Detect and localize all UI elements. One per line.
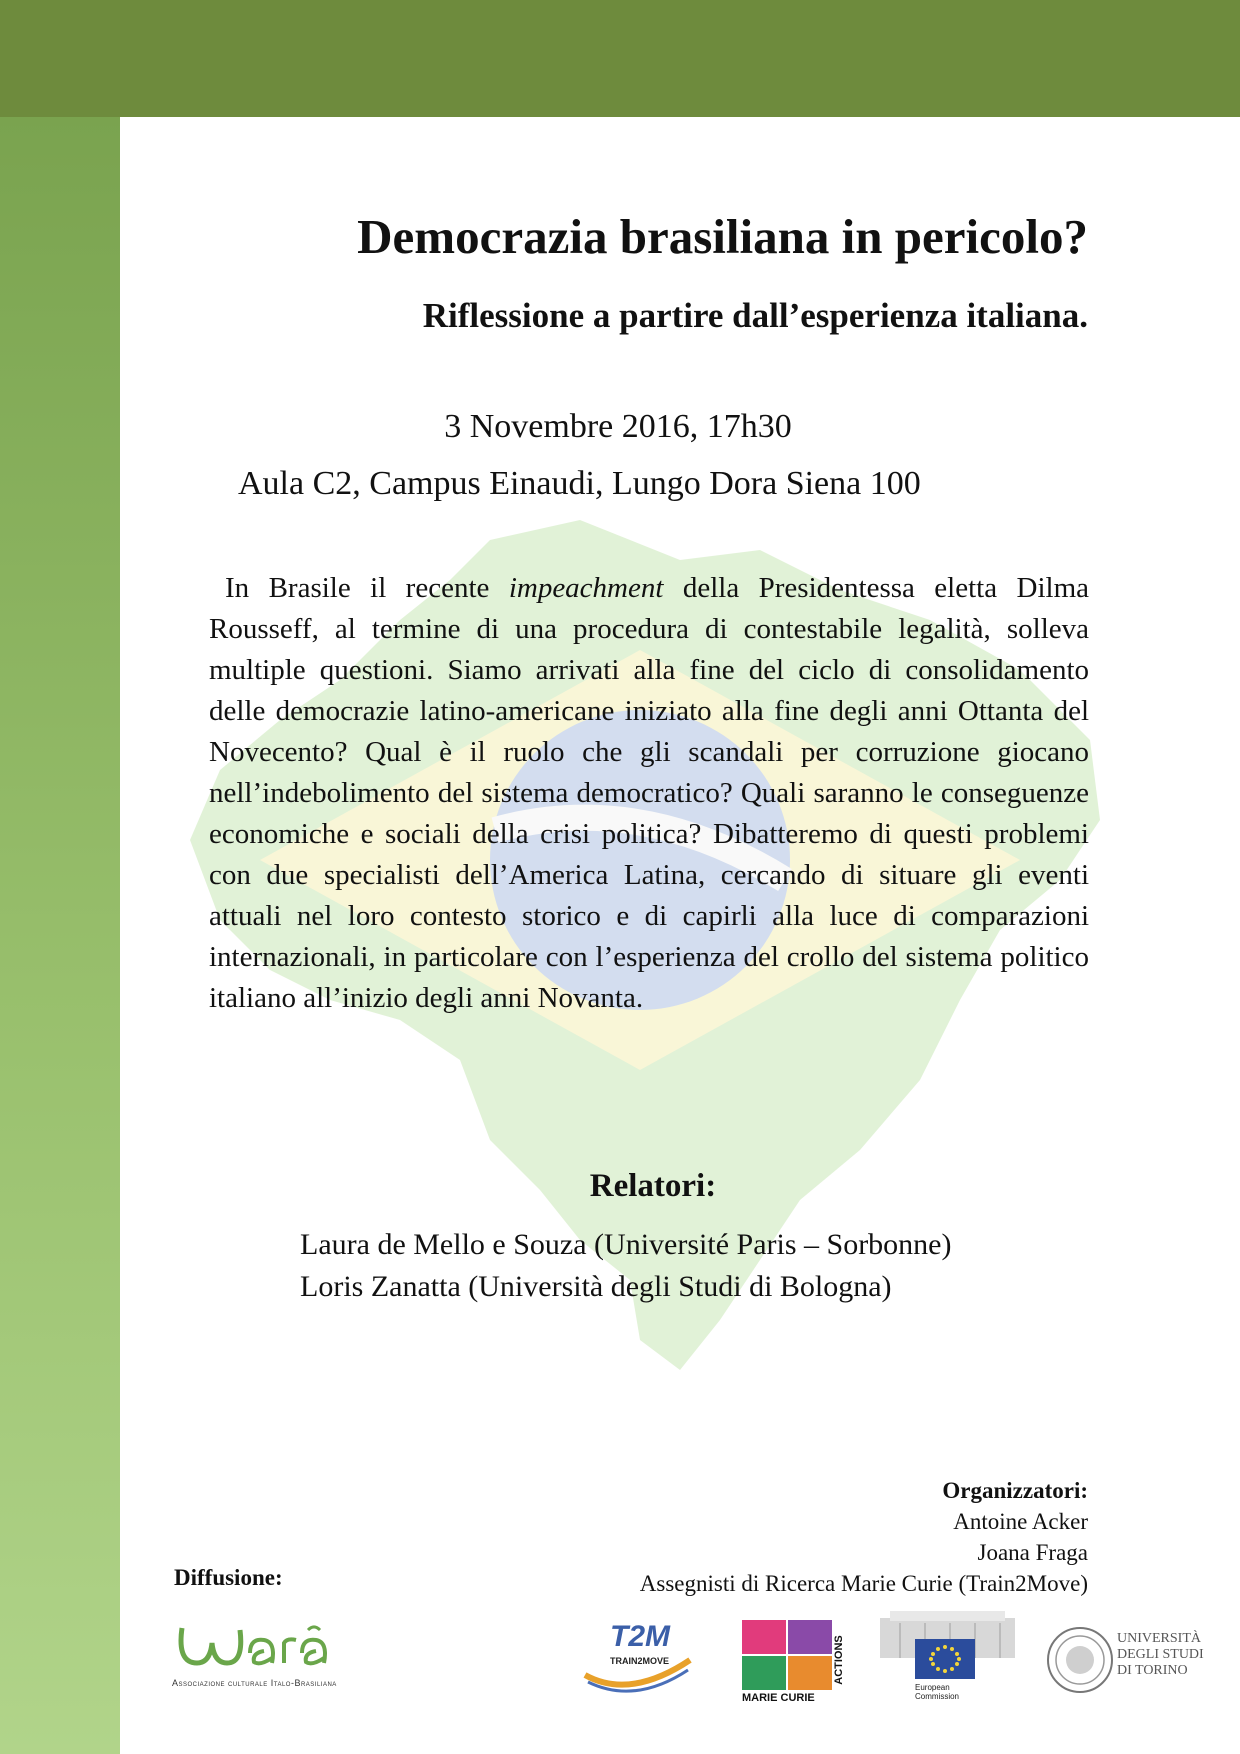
wara-logo xyxy=(172,1618,337,1690)
wara-logo-subtitle: Associazione culturale Italo-Brasiliana xyxy=(172,1678,337,1688)
organizer-1: Antoine Acker xyxy=(953,1509,1088,1534)
unito-text-line-3: DI TORINO xyxy=(1117,1663,1188,1678)
left-color-band xyxy=(0,117,120,1754)
organizer-2: Joana Fraga xyxy=(977,1540,1088,1565)
eu-flag xyxy=(915,1639,975,1679)
mc-tile-4 xyxy=(788,1656,832,1690)
event-date: 3 Novembre 2016, 17h30 xyxy=(444,408,792,445)
wara-logo-mark xyxy=(172,1618,332,1673)
unito-seal-icon xyxy=(1045,1625,1115,1695)
unito-logo xyxy=(1045,1625,1220,1695)
mc-tile-2 xyxy=(788,1620,832,1654)
diffusion-heading: Diffusione: xyxy=(174,1565,283,1590)
marie-curie-logo xyxy=(742,1620,862,1704)
unito-text-line-2: DEGLI STUDI xyxy=(1117,1647,1204,1662)
organizer-3: Assegnisti di Ricerca Marie Curie (Train2Move) xyxy=(639,1571,1088,1596)
page-subtitle: Riflessione a partire dall’esperienza italiana. xyxy=(422,296,1088,335)
organizers-heading: Organizzatori: xyxy=(942,1478,1088,1503)
description-part-1: In Brasile il recente xyxy=(225,572,490,604)
marie-curie-text: MARIE CURIE xyxy=(742,1692,815,1704)
description-paragraph xyxy=(209,568,1089,1019)
speaker-2: Loris Zanatta (Università degli Studi di Bologna) xyxy=(300,1270,892,1303)
top-color-band xyxy=(0,0,1240,117)
event-venue: Aula C2, Campus Einaudi, Lungo Dora Siena 100 xyxy=(238,465,921,502)
description-italic-term: impeachment xyxy=(508,572,664,604)
eu-stars-icon xyxy=(915,1639,975,1679)
ec-text xyxy=(915,1683,959,1701)
european-commission-logo xyxy=(880,1603,1015,1703)
actions-text: ACTIONS xyxy=(832,1635,845,1685)
unito-text xyxy=(1117,1631,1204,1679)
speakers-heading: Relatori: xyxy=(589,1168,717,1204)
mc-tile-1 xyxy=(742,1620,786,1654)
t2m-text: T2M xyxy=(610,1620,670,1653)
unito-text-line-1: UNIVERSITÀ xyxy=(1117,1631,1201,1646)
ec-text-line-1: European xyxy=(915,1683,950,1692)
speaker-1: Laura de Mello e Souza (Université Paris – Sorbonne) xyxy=(300,1228,952,1261)
organizers-block xyxy=(640,1475,1088,1599)
page-title: Democrazia brasiliana in pericolo? xyxy=(357,209,1088,264)
ec-text-line-2: Commission xyxy=(915,1692,960,1701)
description-part-2: della Presidentessa eletta Dilma Rousseff, al termine di una procedura di contestabile legalità, solleva multiple questioni. Siamo arrivati alla fine del ciclo di consolidamento delle democrazie latino-americane iniziato alla fine degli anni Ottanta del Novecento? Qual è il ruolo che gli scandali per corruzione giocano nell’indebolimento del sistema democratico? Quali saranno le conseguenze economiche e sociali della crisi politica? Dibatteremo di questi problemi con due specialisti dell’America Latina, cercando di situare gli eventi attuali nel loro contesto storico e di capirli alla luce di comparazioni internazionali, in particolare con l’esperienza del crollo del sistema politico italiano all’inizio degli anni Novanta. xyxy=(209,572,1089,1014)
mc-tile-3 xyxy=(742,1656,786,1690)
t2m-logo xyxy=(580,1620,695,1700)
train2move-text: TRAIN2MOVE xyxy=(610,1656,670,1666)
